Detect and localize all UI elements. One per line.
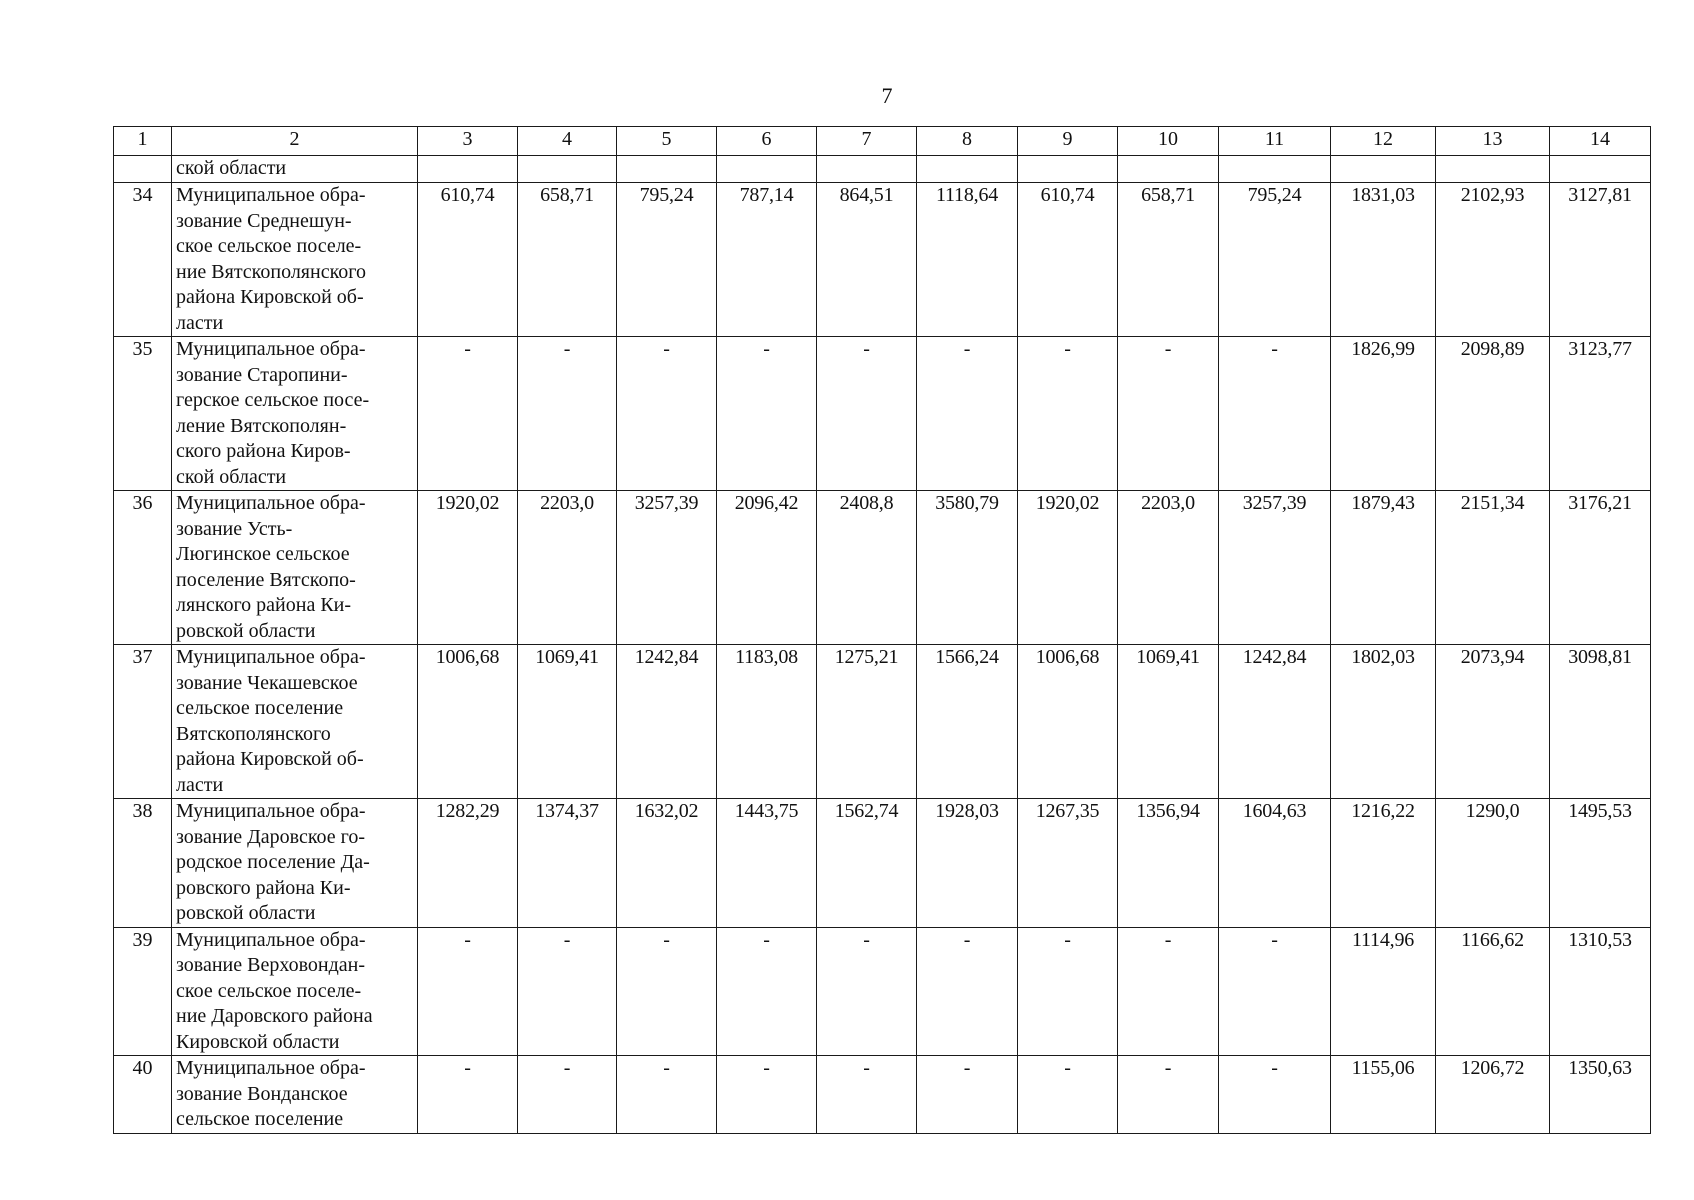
value-cell: - <box>917 337 1018 491</box>
value-cell: 1006,68 <box>1018 645 1118 799</box>
row-number: 35 <box>114 337 172 491</box>
row-number: 37 <box>114 645 172 799</box>
value-cell: - <box>717 1056 817 1134</box>
table-row <box>114 1056 1651 1134</box>
value-cell: 1155,06 <box>1331 1056 1436 1134</box>
value-cell: 1114,96 <box>1331 927 1436 1056</box>
municipality-name: Муниципальное обра- зование Даровское го- родское поселение Да- ровского района Ки- ровской области <box>172 799 418 928</box>
value-cell: - <box>817 1056 917 1134</box>
value-cell: 2151,34 <box>1436 491 1550 645</box>
tariff-table <box>113 126 1651 1134</box>
value-cell: - <box>1118 337 1219 491</box>
value-cell: 3176,21 <box>1550 491 1651 645</box>
value-cell: 1183,08 <box>717 645 817 799</box>
value-cell: - <box>917 1056 1018 1134</box>
value-cell: - <box>1219 337 1331 491</box>
value-cell: - <box>518 337 617 491</box>
continuation-row <box>114 156 1651 183</box>
row-number: 39 <box>114 927 172 1056</box>
table-row <box>114 183 1651 337</box>
table-row <box>114 645 1651 799</box>
empty-cell <box>1436 156 1550 183</box>
value-cell: 3257,39 <box>1219 491 1331 645</box>
column-header: 1 <box>114 127 172 156</box>
value-cell: 2203,0 <box>1118 491 1219 645</box>
value-cell: 1920,02 <box>418 491 518 645</box>
value-cell: 2102,93 <box>1436 183 1550 337</box>
value-cell: 1282,29 <box>418 799 518 928</box>
value-cell: 1495,53 <box>1550 799 1651 928</box>
value-cell: - <box>617 337 717 491</box>
empty-cell <box>917 156 1018 183</box>
value-cell: 658,71 <box>1118 183 1219 337</box>
value-cell: - <box>418 337 518 491</box>
column-header: 8 <box>917 127 1018 156</box>
column-header: 4 <box>518 127 617 156</box>
value-cell: - <box>1118 1056 1219 1134</box>
column-header: 7 <box>817 127 917 156</box>
empty-cell <box>617 156 717 183</box>
column-header: 2 <box>172 127 418 156</box>
value-cell: 1242,84 <box>617 645 717 799</box>
empty-cell <box>1118 156 1219 183</box>
empty-cell <box>817 156 917 183</box>
value-cell: 1928,03 <box>917 799 1018 928</box>
value-cell: 1290,0 <box>1436 799 1550 928</box>
row-number: 36 <box>114 491 172 645</box>
value-cell: - <box>817 927 917 1056</box>
column-header: 11 <box>1219 127 1331 156</box>
value-cell: 1310,53 <box>1550 927 1651 1056</box>
value-cell: - <box>518 1056 617 1134</box>
value-cell: 2073,94 <box>1436 645 1550 799</box>
value-cell: 2096,42 <box>717 491 817 645</box>
empty-cell <box>418 156 518 183</box>
municipality-name: Муниципальное обра- зование Старопини- герское сельское посе- ление Вятскополян- ского района Киров- ской области <box>172 337 418 491</box>
value-cell: 1879,43 <box>1331 491 1436 645</box>
value-cell: 1206,72 <box>1436 1056 1550 1134</box>
value-cell: - <box>717 927 817 1056</box>
value-cell: 3127,81 <box>1550 183 1651 337</box>
column-header: 12 <box>1331 127 1436 156</box>
value-cell: 1562,74 <box>817 799 917 928</box>
column-header: 5 <box>617 127 717 156</box>
value-cell: 1242,84 <box>1219 645 1331 799</box>
value-cell: 1632,02 <box>617 799 717 928</box>
value-cell: 1350,63 <box>1550 1056 1651 1134</box>
value-cell: 787,14 <box>717 183 817 337</box>
value-cell: 1069,41 <box>1118 645 1219 799</box>
column-number-header-row <box>114 127 1651 156</box>
empty-cell <box>1331 156 1436 183</box>
value-cell: - <box>1018 927 1118 1056</box>
value-cell: 1374,37 <box>518 799 617 928</box>
value-cell: - <box>1219 1056 1331 1134</box>
row-number <box>114 156 172 183</box>
value-cell: 864,51 <box>817 183 917 337</box>
value-cell: 2203,0 <box>518 491 617 645</box>
table-row <box>114 927 1651 1056</box>
value-cell: - <box>1219 927 1331 1056</box>
value-cell: 1566,24 <box>917 645 1018 799</box>
value-cell: - <box>518 927 617 1056</box>
value-cell: 658,71 <box>518 183 617 337</box>
value-cell: 1826,99 <box>1331 337 1436 491</box>
value-cell: 3123,77 <box>1550 337 1651 491</box>
column-header: 13 <box>1436 127 1550 156</box>
value-cell: 1069,41 <box>518 645 617 799</box>
value-cell: - <box>817 337 917 491</box>
value-cell: 1216,22 <box>1331 799 1436 928</box>
value-cell: 2408,8 <box>817 491 917 645</box>
municipality-name: Муниципальное обра- зование Чекашевское сельское поселение Вятскополянского района Кировской об- ласти <box>172 645 418 799</box>
municipality-name: ской области <box>172 156 418 183</box>
value-cell: 3098,81 <box>1550 645 1651 799</box>
column-header: 9 <box>1018 127 1118 156</box>
value-cell: - <box>1118 927 1219 1056</box>
value-cell: 1831,03 <box>1331 183 1436 337</box>
table-row <box>114 491 1651 645</box>
value-cell: - <box>1018 1056 1118 1134</box>
value-cell: 1006,68 <box>418 645 518 799</box>
column-header: 6 <box>717 127 817 156</box>
value-cell: - <box>1018 337 1118 491</box>
empty-cell <box>518 156 617 183</box>
table-row <box>114 799 1651 928</box>
value-cell: 3257,39 <box>617 491 717 645</box>
value-cell: - <box>917 927 1018 1056</box>
municipality-name: Муниципальное обра- зование Среднешун- ское сельское поселе- ние Вятскополянского района Кировской об- ласти <box>172 183 418 337</box>
municipality-name: Муниципальное обра- зование Верховондан- ское сельское поселе- ние Даровского района Кировской области <box>172 927 418 1056</box>
value-cell: 1166,62 <box>1436 927 1550 1056</box>
value-cell: - <box>418 927 518 1056</box>
data-rows <box>114 183 1651 1134</box>
empty-cell <box>1219 156 1331 183</box>
value-cell: 1443,75 <box>717 799 817 928</box>
value-cell: - <box>418 1056 518 1134</box>
value-cell: 795,24 <box>617 183 717 337</box>
empty-cell <box>1018 156 1118 183</box>
value-cell: 2098,89 <box>1436 337 1550 491</box>
value-cell: - <box>617 1056 717 1134</box>
value-cell: 610,74 <box>418 183 518 337</box>
empty-cell <box>1550 156 1651 183</box>
empty-cell <box>717 156 817 183</box>
column-header: 3 <box>418 127 518 156</box>
value-cell: 1118,64 <box>917 183 1018 337</box>
value-cell: 1802,03 <box>1331 645 1436 799</box>
row-number: 40 <box>114 1056 172 1134</box>
municipality-name: Муниципальное обра- зование Вонданское сельское поселение <box>172 1056 418 1134</box>
value-cell: 1604,63 <box>1219 799 1331 928</box>
municipality-name: Муниципальное обра- зование Усть- Люгинское сельское поселение Вятскопо- лянского района Ки- ровской области <box>172 491 418 645</box>
value-cell: 1356,94 <box>1118 799 1219 928</box>
value-cell: - <box>717 337 817 491</box>
value-cell: 3580,79 <box>917 491 1018 645</box>
column-header: 10 <box>1118 127 1219 156</box>
row-number: 38 <box>114 799 172 928</box>
value-cell: 1920,02 <box>1018 491 1118 645</box>
value-cell: 1275,21 <box>817 645 917 799</box>
value-cell: 1267,35 <box>1018 799 1118 928</box>
value-cell: 610,74 <box>1018 183 1118 337</box>
table-row <box>114 337 1651 491</box>
page-number: 7 <box>881 83 893 108</box>
column-header: 14 <box>1550 127 1651 156</box>
value-cell: - <box>617 927 717 1056</box>
value-cell: 795,24 <box>1219 183 1331 337</box>
row-number: 34 <box>114 183 172 337</box>
